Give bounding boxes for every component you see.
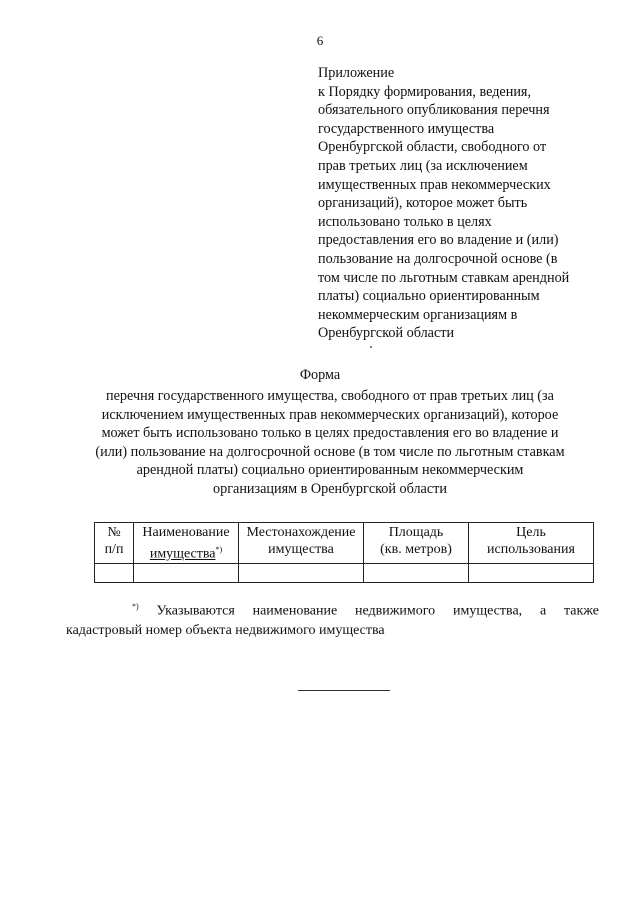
appendix-line: организаций), которое может быть xyxy=(318,195,528,212)
header-location: Местонахождение имущества xyxy=(239,523,364,564)
footnote-marker: *) xyxy=(132,602,139,611)
footnote-marker: *) xyxy=(215,545,223,554)
appendix-line: пользование на долгосрочной основе (в xyxy=(318,250,558,267)
form-description-line: (или) пользование на долгосрочной основе (в том числе по льготным ставкам xyxy=(95,443,565,460)
appendix-line: Оренбургской области xyxy=(318,325,455,342)
appendix-line: Приложение xyxy=(318,65,395,81)
form-description-line: перечня государственного имущества, свободного от прав третьих лиц (за xyxy=(106,388,554,404)
form-description-line: арендной платы) социально ориентированным некоммерческим xyxy=(136,462,524,479)
table-cell xyxy=(469,563,594,582)
appendix-line: том числе по льготным ставкам арендной xyxy=(318,269,570,286)
header-area: Площадь (кв. метров) xyxy=(364,523,469,564)
appendix-block xyxy=(318,64,594,343)
table-header-row xyxy=(95,523,594,564)
page-number: 6 xyxy=(316,33,324,48)
table-cell xyxy=(239,563,364,582)
appendix-line: к Порядку формирования, ведения, xyxy=(318,83,531,100)
appendix-line: предоставления его во владение и (или) xyxy=(318,232,559,249)
header-number: № п/п xyxy=(95,523,134,564)
appendix-line: некоммерческим организациям в xyxy=(318,306,518,323)
appendix-line: прав третьих лиц (за исключением xyxy=(318,157,528,174)
end-rule xyxy=(298,690,390,691)
footnote xyxy=(66,597,599,640)
table-cell xyxy=(134,563,239,582)
form-description-line: может быть использовано только в целях предоставления его во владение и xyxy=(101,425,559,442)
footnote-text: кадастровый номер объекта недвижимого имущества xyxy=(66,622,385,638)
header-property-name: Наименование имущества*) xyxy=(134,523,239,564)
form-description xyxy=(60,387,600,499)
appendix-line: имущественных прав некоммерческих xyxy=(318,176,551,193)
form-description-line: исключением имущественных прав некоммерческих организаций), которое xyxy=(101,406,559,423)
header-purpose: Цель использования xyxy=(469,523,594,564)
footnote-text: Указываются наименование недвижимого имущества, а также xyxy=(156,603,600,619)
appendix-line: Оренбургской области, свободного от xyxy=(318,139,547,156)
appendix-line: обязательного опубликования перечня xyxy=(318,102,550,119)
form-description-line: организациям в Оренбургской области xyxy=(213,480,447,497)
appendix-line: платы) социально ориентированным xyxy=(318,288,540,305)
table-cell xyxy=(95,563,134,582)
form-title: Форма xyxy=(299,367,341,383)
table-row xyxy=(95,563,594,582)
appendix-line: государственного имущества xyxy=(318,120,495,137)
appendix-line: использовано только в целях xyxy=(318,213,492,230)
stray-dot xyxy=(370,346,372,348)
table-cell xyxy=(364,563,469,582)
property-table xyxy=(94,522,594,583)
